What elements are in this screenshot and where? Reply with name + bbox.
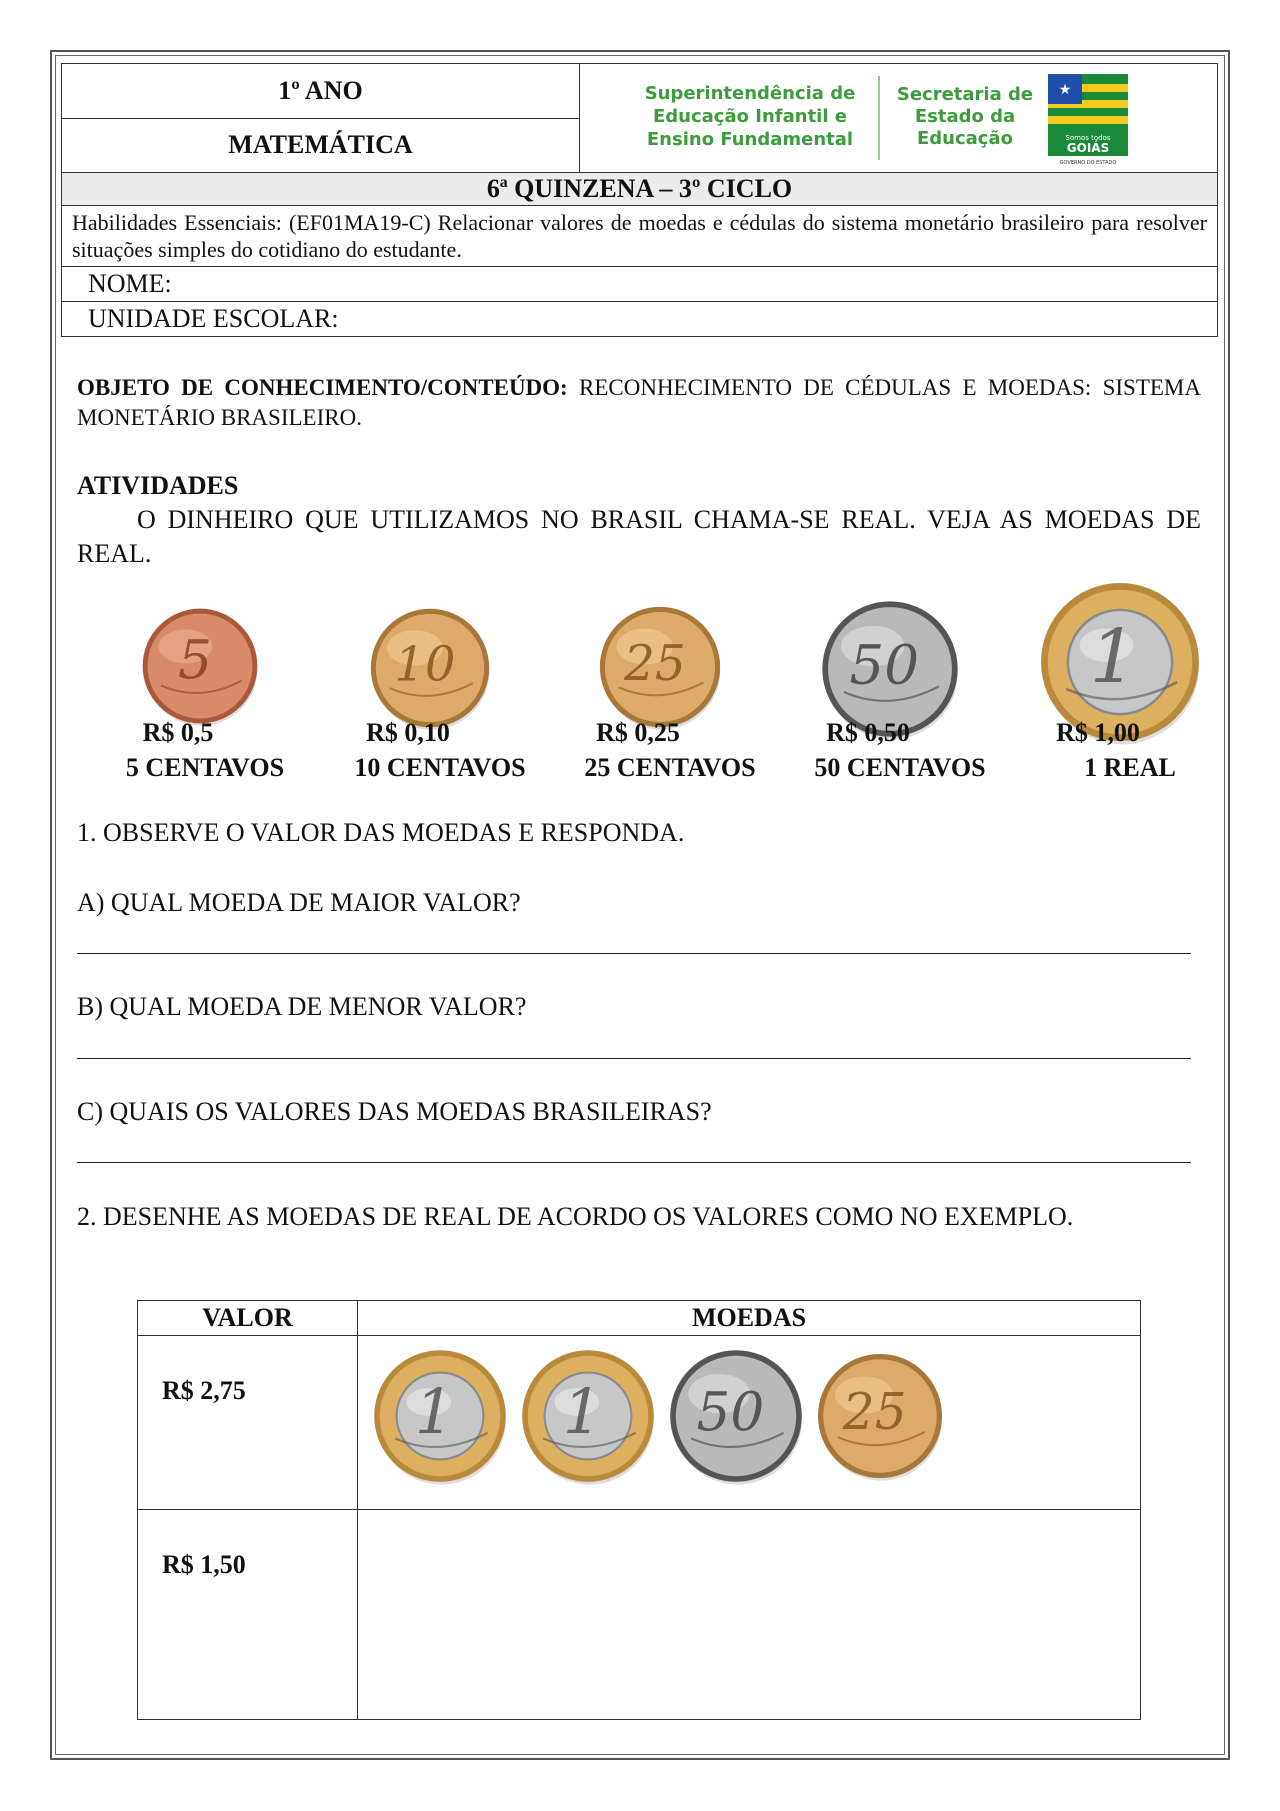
coin-value-label: R$ 0,50 bbox=[826, 718, 910, 747]
answer-value-cell bbox=[138, 1510, 358, 1720]
draw-coins-area[interactable] bbox=[358, 1510, 1141, 1720]
svg-text:1: 1 bbox=[414, 1375, 455, 1448]
coins-table bbox=[137, 1300, 1141, 1720]
svg-text:50: 50 bbox=[696, 1381, 765, 1443]
answer-value: R$ 1,50 bbox=[162, 1550, 246, 1579]
school-label: UNIDADE ESCOLAR: bbox=[88, 304, 339, 333]
question1-prompt: 1. OBSERVE O VALOR DAS MOEDAS E RESPONDA. bbox=[77, 818, 685, 847]
objective-paragraph bbox=[77, 373, 1201, 433]
coin-25-icon bbox=[596, 603, 724, 731]
coin-10-image bbox=[367, 605, 493, 736]
activities-title: ATIVIDADES bbox=[77, 471, 239, 500]
period-label: 6ª QUINZENA – 3º CICLO bbox=[486, 174, 793, 203]
period-bar bbox=[62, 173, 1218, 206]
example-coins-cell bbox=[358, 1336, 1141, 1510]
coin-value-label: R$ 0,10 bbox=[366, 718, 450, 747]
svg-text:Somos todos: Somos todos bbox=[1065, 134, 1111, 142]
coin-name-label: 10 CENTAVOS bbox=[354, 753, 526, 782]
goias-flag-logo bbox=[1040, 70, 1136, 166]
example-coins bbox=[370, 1346, 946, 1486]
valor-header: VALOR bbox=[138, 1301, 358, 1336]
example-coin-1-icon bbox=[518, 1346, 658, 1486]
subject-label: MATEMÁTICA bbox=[228, 130, 413, 160]
example-value: R$ 2,75 bbox=[162, 1376, 246, 1405]
coin-value-label: R$ 1,00 bbox=[1056, 718, 1140, 747]
svg-text:25: 25 bbox=[842, 1382, 907, 1442]
skills-text: Habilidades Essenciais: (EF01MA19-C) Relacionar valores de moedas e cédulas do sistema monetário brasileiro para resolver situações simples do cotidiano do estudante. bbox=[72, 210, 1207, 262]
objective-text: RECONHECIMENTO DE CÉDULAS E MOEDAS: SISTEMA MONETÁRIO BRASILEIRO. bbox=[77, 375, 1201, 430]
subject-cell bbox=[62, 118, 580, 173]
example-coin-50-icon bbox=[666, 1346, 806, 1486]
svg-text:50: 50 bbox=[849, 632, 920, 697]
question1a: A) QUAL MOEDA DE MAIOR VALOR? bbox=[77, 888, 521, 917]
superintendencia-logo-text: Superintendência de Educação Infantil e Ensino Fundamental bbox=[644, 83, 856, 150]
coin-name-label: 5 CENTAVOS bbox=[125, 753, 285, 782]
answer-line-b[interactable] bbox=[77, 1058, 1191, 1059]
coin-5-image bbox=[139, 605, 261, 732]
header-table bbox=[61, 63, 1218, 340]
coin-name-label: 50 CENTAVOS bbox=[814, 753, 986, 782]
svg-text:1: 1 bbox=[1089, 614, 1137, 701]
coin-25-image bbox=[596, 603, 724, 736]
school-field[interactable] bbox=[62, 302, 1218, 337]
logo-separator bbox=[878, 76, 880, 160]
logo-cell bbox=[580, 64, 1218, 173]
name-label: NOME: bbox=[88, 269, 172, 298]
svg-text:25: 25 bbox=[623, 635, 686, 692]
svg-text:★: ★ bbox=[1058, 82, 1072, 98]
coin-10-icon bbox=[367, 605, 493, 731]
coin-5-icon bbox=[139, 605, 261, 727]
skills-cell bbox=[62, 206, 1218, 267]
coin-value-label: R$ 0,5 bbox=[142, 718, 214, 747]
grade-cell bbox=[62, 64, 580, 119]
intro-paragraph: O DINHEIRO QUE UTILIZAMOS NO BRASIL CHAMA-SE REAL. VEJA AS MOEDAS DE REAL. bbox=[77, 505, 1201, 568]
svg-text:1: 1 bbox=[562, 1375, 603, 1448]
secretaria-logo-text: Secretaria de Estado da Educação bbox=[896, 84, 1034, 149]
name-field[interactable] bbox=[62, 267, 1218, 302]
example-coin-25-icon bbox=[814, 1350, 946, 1482]
svg-text:5: 5 bbox=[178, 628, 213, 692]
coin-value-label: R$ 0,25 bbox=[596, 718, 680, 747]
moedas-header: MOEDAS bbox=[358, 1301, 1141, 1336]
coin-name-label: 1 REAL bbox=[1084, 753, 1176, 782]
coin-name-label: 25 CENTAVOS bbox=[584, 753, 756, 782]
question1b: B) QUAL MOEDA DE MENOR VALOR? bbox=[77, 992, 527, 1021]
question2-prompt: 2. DESENHE AS MOEDAS DE REAL DE ACORDO OS VALORES COMO NO EXEMPLO. bbox=[77, 1202, 1074, 1231]
grade-label: 1º ANO bbox=[278, 75, 363, 105]
answer-line-a[interactable] bbox=[77, 953, 1191, 954]
example-coin-1-icon bbox=[370, 1346, 510, 1486]
example-value-cell bbox=[138, 1336, 358, 1510]
objective-label: OBJETO DE CONHECIMENTO/CONTEÚDO: bbox=[77, 375, 568, 400]
svg-text:GOIÁS: GOIÁS bbox=[1066, 141, 1110, 155]
answer-line-c[interactable] bbox=[77, 1162, 1191, 1163]
question1c: C) QUAIS OS VALORES DAS MOEDAS BRASILEIRAS? bbox=[77, 1097, 712, 1126]
svg-text:GOVERNO DO ESTADO: GOVERNO DO ESTADO bbox=[1059, 160, 1117, 166]
svg-text:10: 10 bbox=[394, 637, 456, 693]
